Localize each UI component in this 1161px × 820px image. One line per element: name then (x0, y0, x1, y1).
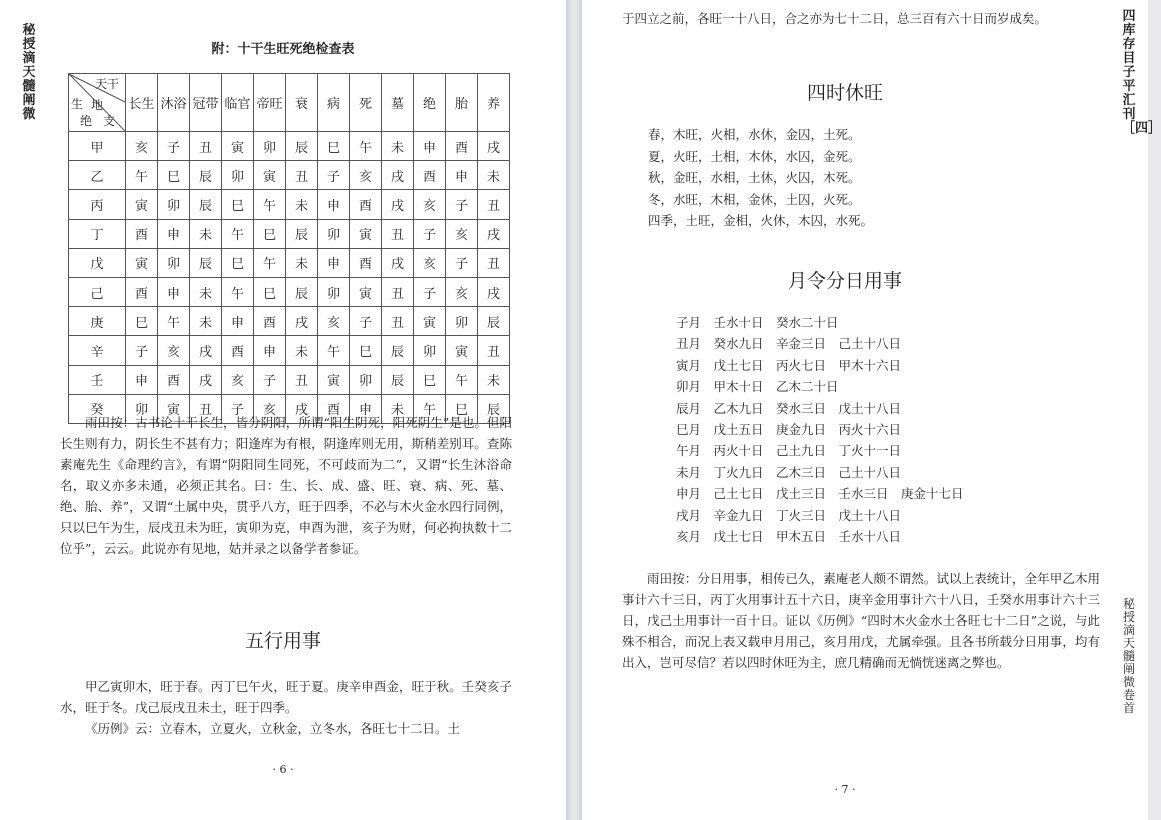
branch-cell: 巳 (414, 365, 446, 394)
branch-cell: 辰 (478, 394, 510, 423)
right-side-title-bottom: 秘授滴天髓阐微卷首 (1122, 597, 1135, 715)
branch-cell: 寅 (318, 365, 350, 394)
branch-cell: 卯 (318, 219, 350, 248)
branch-cell: 卯 (350, 365, 382, 394)
branch-cell: 巳 (446, 394, 478, 423)
branch-cell: 酉 (446, 132, 478, 161)
branch-cell: 子 (414, 219, 446, 248)
branch-cell: 申 (318, 248, 350, 277)
table-body (69, 132, 510, 424)
table-row (69, 307, 510, 336)
branch-cell: 酉 (318, 394, 350, 423)
branch-cell: 亥 (414, 190, 446, 219)
branch-cell: 巳 (222, 190, 254, 219)
corner-label-left2: 绝 (80, 114, 93, 128)
branch-cell: 寅 (350, 277, 382, 306)
branch-cell: 午 (254, 190, 286, 219)
branch-cell: 午 (222, 219, 254, 248)
branch-cell: 子 (254, 365, 286, 394)
stem-cell: 庚 (69, 307, 126, 336)
branch-cell: 酉 (126, 219, 158, 248)
branch-cell: 丑 (382, 307, 414, 336)
right-note-paragraph: 雨田按：分日用事，相传已久，素庵老人颇不谓然。试以上表统计，全年甲乙木用事计六十三日，丙丁火用事计五十六日，庚辛金用事计六十八日，壬癸水用事计六十三日，戊己土用事计一百十日。证以《历例》“四时木火金水土各旺七十二日”之说，与此殊不相合，而况上表又载申月用己，亥月用戊，尤属牵强。且各书所载分日用事，均有出入，岂可尽信？若以四时休旺为主，庶几精确而无惝恍迷离之弊也。 (622, 571, 1100, 670)
branch-cell: 申 (158, 277, 190, 306)
right-side-title-top: 四库存目子平汇刊［四］ (1122, 9, 1161, 136)
heading-four-seasons: 四时休旺 (806, 82, 883, 104)
branch-cell: 酉 (414, 161, 446, 190)
page-number-right: · 7 · (834, 783, 856, 796)
stem-cell: 丁 (69, 219, 126, 248)
branch-cell: 辰 (478, 307, 510, 336)
stem-cell: 辛 (69, 336, 126, 365)
branch-cell: 申 (350, 394, 382, 423)
branch-cell: 丑 (190, 132, 222, 161)
season-line: 秋，金旺，水相，土休，火囚，木死。 (648, 170, 861, 185)
branch-cell: 丑 (286, 365, 318, 394)
branch-cell: 子 (446, 248, 478, 277)
branch-cell: 卯 (222, 161, 254, 190)
branch-cell: 未 (382, 394, 414, 423)
branch-cell: 辰 (190, 248, 222, 277)
month-line: 午月 丙火十日 己土九日 丁火十一日 (676, 443, 902, 459)
table-corner-cell (69, 74, 126, 132)
branch-cell: 丑 (382, 277, 414, 306)
branch-cell: 寅 (222, 132, 254, 161)
branch-cell: 酉 (350, 190, 382, 219)
branch-cell: 巳 (254, 277, 286, 306)
branch-cell: 丑 (478, 248, 510, 277)
branch-cell: 未 (286, 336, 318, 365)
branch-cell: 亥 (446, 219, 478, 248)
branch-cell: 午 (350, 132, 382, 161)
branch-cell: 卯 (446, 307, 478, 336)
branch-cell: 申 (446, 161, 478, 190)
table-row (69, 161, 510, 190)
season-line: 春，木旺，火相，水休，金囚，土死。 (648, 127, 861, 142)
month-line: 丑月 癸水九日 辛金三日 己土十八日 (676, 336, 902, 352)
table-title: 附：十干生旺死绝检查表 (211, 42, 355, 57)
table-row (69, 248, 510, 277)
branch-cell: 未 (478, 161, 510, 190)
branch-cell: 酉 (350, 248, 382, 277)
branch-cell: 丑 (286, 161, 318, 190)
branch-cell: 未 (190, 277, 222, 306)
branch-cell: 酉 (254, 307, 286, 336)
continuation-paragraph: 于四立之前，各旺一十八日，合之亦为七十二日，总三百有六十日而岁成矣。 (622, 11, 1048, 26)
branch-cell: 申 (414, 132, 446, 161)
stem-cell: 癸 (69, 394, 126, 423)
branch-cell: 巳 (350, 336, 382, 365)
table-header: 冠带 (190, 74, 222, 132)
branch-cell: 戌 (286, 307, 318, 336)
branch-cell: 戌 (382, 248, 414, 277)
corner-label-right: 支 (103, 114, 116, 128)
table-header: 病 (318, 74, 350, 132)
stem-cell: 戊 (69, 248, 126, 277)
corner-label-top: 天干 (95, 77, 120, 91)
stem-cell: 丙 (69, 190, 126, 219)
table-header: 死 (350, 74, 382, 132)
month-line: 巳月 戊土五日 庚金九日 丙火十六日 (676, 422, 902, 438)
branch-cell: 辰 (382, 365, 414, 394)
branch-cell: 亥 (446, 277, 478, 306)
table-header: 帝旺 (254, 74, 286, 132)
table-header: 胎 (446, 74, 478, 132)
branch-cell: 未 (286, 248, 318, 277)
branch-cell: 卯 (414, 336, 446, 365)
month-line: 卯月 甲木十日 乙木二十日 (676, 379, 839, 395)
branch-cell: 寅 (446, 336, 478, 365)
branch-cell: 申 (222, 307, 254, 336)
branch-cell: 寅 (126, 248, 158, 277)
branch-cell: 申 (158, 219, 190, 248)
branch-cell: 子 (126, 336, 158, 365)
stem-cell: 壬 (69, 365, 126, 394)
branch-cell: 未 (382, 132, 414, 161)
branch-cell: 子 (158, 132, 190, 161)
table-row (69, 190, 510, 219)
section-heading-wuxing: 五行用事 (244, 630, 321, 652)
branch-cell: 午 (318, 336, 350, 365)
branch-cell: 丑 (190, 394, 222, 423)
branch-cell: 寅 (350, 219, 382, 248)
season-line: 夏，火旺，土相，木休，水囚，金死。 (648, 148, 861, 164)
branch-cell: 午 (222, 277, 254, 306)
months-list (676, 312, 964, 547)
stem-cell: 甲 (69, 132, 126, 161)
section-paragraph: 《历例》云：立春木，立夏火，立秋金，立冬水，各旺七十二日。土 (85, 721, 461, 736)
branch-cell: 亥 (222, 365, 254, 394)
branch-cell: 巳 (318, 132, 350, 161)
month-line: 戌月 辛金九日 丁火三日 戊土十八日 (676, 507, 902, 523)
branch-cell: 巳 (222, 248, 254, 277)
branch-cell: 亥 (350, 161, 382, 190)
branch-cell: 寅 (254, 161, 286, 190)
table-header: 沐浴 (158, 74, 190, 132)
branch-cell: 辰 (286, 132, 318, 161)
branch-cell: 午 (158, 307, 190, 336)
branch-cell: 辰 (286, 219, 318, 248)
branch-cell: 寅 (126, 190, 158, 219)
branch-cell: 戌 (478, 219, 510, 248)
branch-cell: 申 (126, 365, 158, 394)
branch-cell: 寅 (158, 394, 190, 423)
month-line: 寅月 戊土七日 丙火七日 甲木十六日 (676, 357, 902, 373)
left-side-title: 秘授滴天髓阐微 (22, 23, 36, 122)
table-row (69, 336, 510, 365)
table-header-row (69, 74, 510, 132)
branch-cell: 亥 (414, 248, 446, 277)
table-row (69, 132, 510, 161)
branch-cell: 午 (414, 394, 446, 423)
branch-cell: 午 (126, 161, 158, 190)
branch-cell: 酉 (222, 336, 254, 365)
table-row (69, 277, 510, 306)
branch-cell: 未 (478, 365, 510, 394)
seasons-list (648, 124, 873, 232)
branch-cell: 申 (254, 336, 286, 365)
table-header: 临官 (222, 74, 254, 132)
page-number-left: · 6 · (272, 763, 294, 776)
season-line: 冬，水旺，木相，金休，土囚，火死。 (648, 191, 861, 207)
branch-cell: 戌 (382, 161, 414, 190)
table-row (69, 365, 510, 394)
table-header: 墓 (382, 74, 414, 132)
branch-cell: 申 (318, 190, 350, 219)
branch-cell: 戌 (190, 336, 222, 365)
section-paragraph: 甲乙寅卯木，旺于春。丙丁巳午火，旺于夏。庚辛申酉金，旺于秋。壬癸亥子水，旺于冬。戊己辰戌丑未土，旺于四季。 (60, 679, 512, 715)
branch-cell: 未 (286, 190, 318, 219)
branch-cell: 辰 (190, 190, 222, 219)
branch-cell: 巳 (158, 161, 190, 190)
branch-cell: 亥 (254, 394, 286, 423)
branch-cell: 午 (446, 365, 478, 394)
branch-cell: 戌 (190, 365, 222, 394)
table-header: 养 (478, 74, 510, 132)
branch-cell: 辰 (190, 161, 222, 190)
month-line: 申月 己土七日 戊土三日 壬水三日 庚金十七日 (676, 486, 964, 502)
branch-cell: 卯 (158, 190, 190, 219)
season-line: 四季，土旺，金相，火休，木囚，水死。 (648, 213, 874, 228)
section-body (60, 676, 512, 739)
branch-cell: 亥 (318, 307, 350, 336)
branch-cell: 子 (318, 161, 350, 190)
month-line: 辰月 乙木九日 癸水三日 戊土十八日 (676, 400, 902, 416)
branch-cell: 寅 (414, 307, 446, 336)
table-header: 长生 (126, 74, 158, 132)
branch-cell: 丑 (478, 336, 510, 365)
table-row (69, 219, 510, 248)
branch-cell: 午 (254, 248, 286, 277)
stem-cell: 乙 (69, 161, 126, 190)
branch-cell: 子 (446, 190, 478, 219)
branch-cell: 子 (414, 277, 446, 306)
branch-cell: 戌 (382, 190, 414, 219)
branch-cell: 巳 (126, 307, 158, 336)
branch-cell: 未 (190, 307, 222, 336)
corner-label-mid: 地 (91, 98, 104, 112)
branch-cell: 酉 (158, 365, 190, 394)
branch-cell: 戌 (478, 277, 510, 306)
branch-cell: 巳 (254, 219, 286, 248)
left-page (0, 0, 566, 820)
corner-label-left1: 生 (71, 97, 84, 111)
right-page (582, 0, 1161, 820)
branch-cell: 丑 (382, 219, 414, 248)
heading-monthly-days: 月令分日用事 (787, 270, 902, 292)
branch-cell: 亥 (158, 336, 190, 365)
branch-cell: 丑 (478, 190, 510, 219)
left-note-paragraph: 雨田按：古书论十干长生，皆分阴阳，所谓“阳生阴死，阳死阴生”是也。但阳长生则有力，阴长生不甚有力；阳逢库为有根，阴逢库则无用，斯稍差别耳。查陈素庵先生《命理约言》，有谓“阴阳同生同死，不可歧而为二”，又谓“长生沐浴命名，取义亦多未通，必须正其名。曰：生、长、成、盛、旺、衰、病、死、墓、绝、胎、养”，又谓“土属中央，贯乎八方，旺于四季，不必与木火金水四行同例，只以巳午为生，辰戌丑未为旺，寅卯为克，申酉为泄，亥子为财，何必拘执数十二位乎”，云云。此说亦有见地，姑并录之以备学者参证。 (60, 415, 512, 556)
branch-cell: 卯 (254, 132, 286, 161)
book-gutter (566, 0, 582, 820)
branch-cell: 辰 (286, 277, 318, 306)
stem-cell: 己 (69, 277, 126, 306)
branch-cell: 亥 (126, 132, 158, 161)
branch-cell: 子 (222, 394, 254, 423)
month-line: 未月 丁火九日 乙木三日 己土十八日 (676, 464, 902, 480)
branch-cell: 子 (350, 307, 382, 336)
branch-cell: 酉 (126, 277, 158, 306)
branch-cell: 卯 (318, 277, 350, 306)
branch-cell: 卯 (158, 248, 190, 277)
table-header: 衰 (286, 74, 318, 132)
month-line: 子月 壬水十日 癸水二十日 (676, 315, 839, 330)
ten-stems-table (68, 73, 510, 424)
branch-cell: 戌 (286, 394, 318, 423)
month-line: 亥月 戊土七日 甲木五日 壬水十八日 (676, 529, 902, 545)
branch-cell: 辰 (382, 336, 414, 365)
branch-cell: 未 (190, 219, 222, 248)
branch-cell: 卯 (126, 394, 158, 423)
table-header: 绝 (414, 74, 446, 132)
branch-cell: 戌 (478, 132, 510, 161)
